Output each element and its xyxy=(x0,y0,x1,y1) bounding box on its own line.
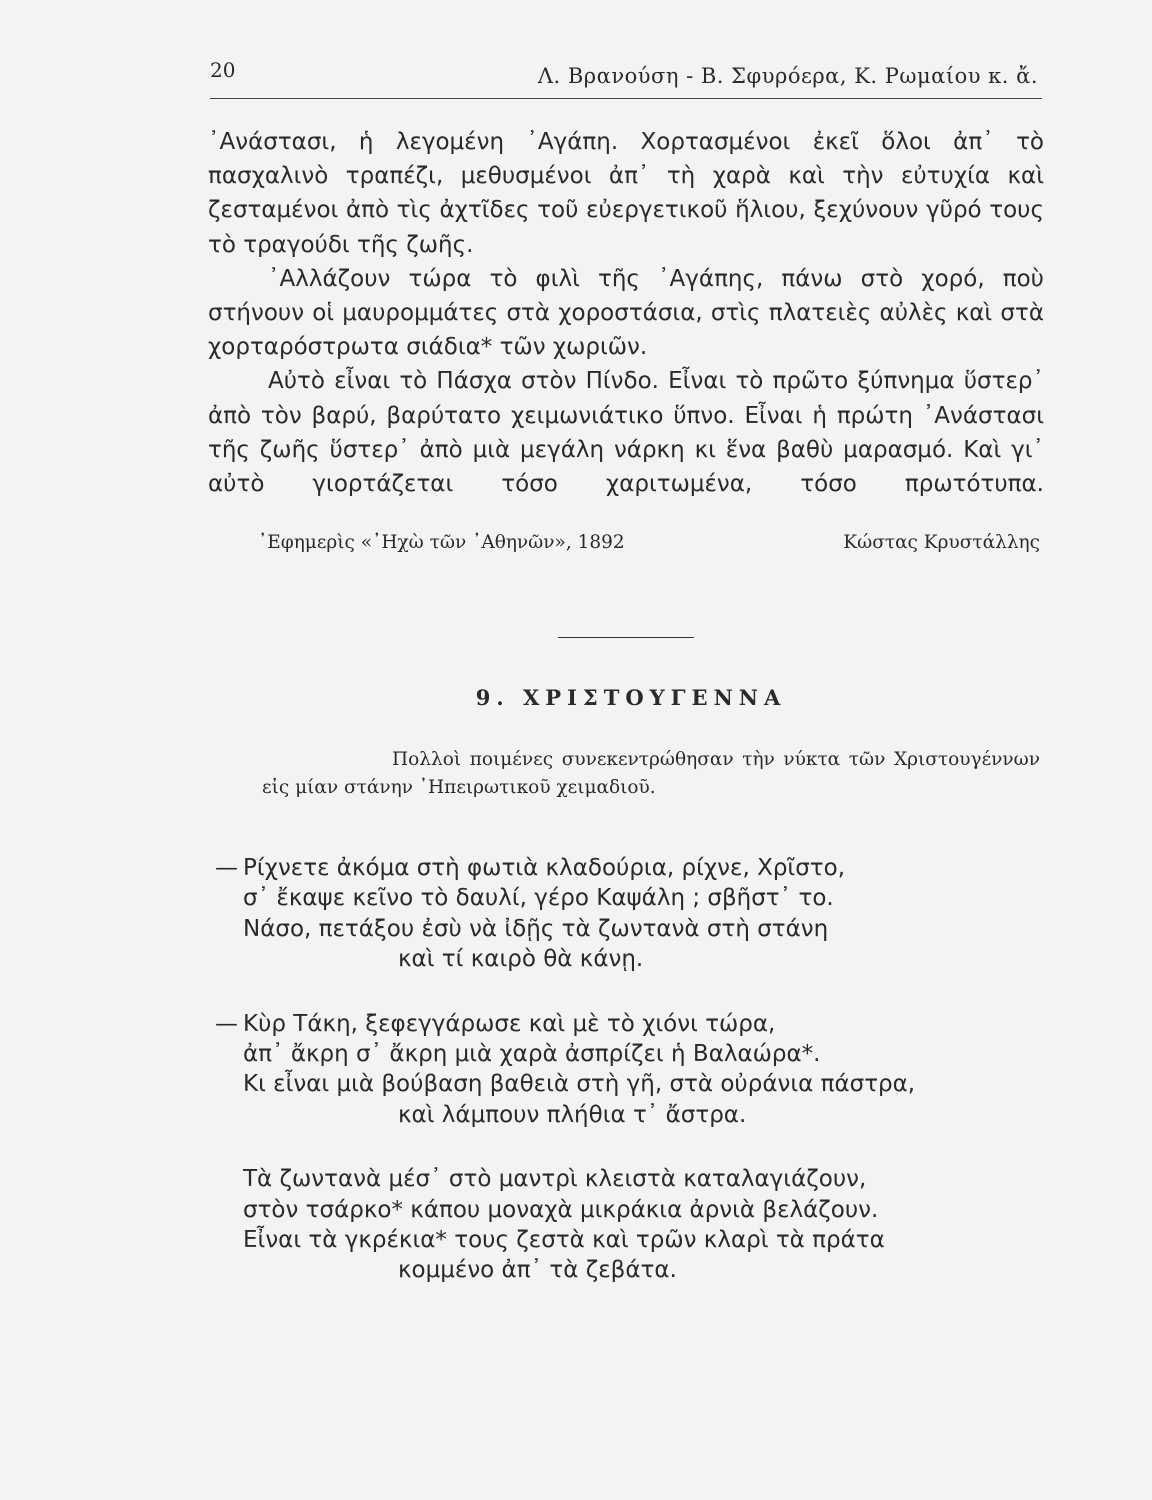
section-intro xyxy=(262,746,1040,802)
page-header xyxy=(210,58,1042,99)
poem-line: Νάσο, πετάξου ἐσὺ νὰ ἰδῇς τὰ ζωντανὰ στὴ στάνη xyxy=(243,915,829,942)
poem-line xyxy=(215,853,1045,883)
source-author: Κώστας Κρυστάλλης xyxy=(843,532,1040,553)
poem-line: στὸν τσάρκο* κάπου μοναχὰ μικράκια ἀρνιὰ βελάζουν. xyxy=(243,1196,879,1223)
page-number: 20 xyxy=(210,58,236,82)
poem-line: σ᾿ ἔκαψε κεῖνο τὸ δαυλί, γέρο Καψάλη ; σβῆστ᾿ το. xyxy=(243,885,834,912)
poem-line: ἀπ᾿ ἄκρη σ᾿ ἄκρη μιὰ χαρὰ ἀσπρίζει ἡ Βαλαώρα*. xyxy=(243,1041,821,1068)
poem-line: καὶ λάμπουν πλήθια τ᾿ ἄστρα. xyxy=(398,1101,747,1128)
section-title: 9. ΧΡΙΣΤΟΥΓΕΝΝΑ xyxy=(475,685,787,710)
paragraph: ᾿Ανάστασι, ἡ λεγομένη ᾿Αγάπη. Χορτασμένοι ἐκεῖ ὅλοι ἀπ᾿ τὸ πασχαλινὸ τραπέζι, μεθυσμένοι ἀπ᾿ τὴ χαρὰ καὶ τὴν εὐτυχία καὶ ζεσταμένοι ἀπὸ τὶς ἀχτῖδες τοῦ εὐεργετικοῦ ἥλιου, ξεχύνουν γῦρό τους τὸ τραγούδι τῆς ζωῆς. xyxy=(208,129,1044,258)
paragraph: Αὐτὸ εἶναι τὸ Πάσχα στὸν Πίνδο. Εἶναι τὸ πρῶτο ξύπνημα ὕστερ᾿ ἀπὸ τὸν βαρύ, βαρύτατο χειμωνιάτικο ὕπνο. Εἶναι ἡ πρώτη ᾿Ανάστασι τῆς ζωῆς ὕστερ᾿ ἀπὸ μιὰ μεγάλη νάρκη κι ἕνα βαθὺ μαρασμό. Καὶ γι᾿ αὐτὸ γιορτάζεται τόσο χαριτωμένα, τόσο πρωτότυπα. xyxy=(208,368,1044,498)
poem-line: Κι εἶναι μιὰ βούβαση βαθειὰ στὴ γῆ, στὰ οὐράνια πάστρα, xyxy=(243,1071,916,1098)
poem-line: Εἶναι τὰ γκρέκια* τους ζεστὰ καὶ τρῶν κλαρὶ τὰ πράτα xyxy=(243,1227,885,1254)
section-divider xyxy=(558,637,694,638)
dialogue-dash: — xyxy=(215,1010,238,1037)
poem-line: κομμένο ἀπ᾿ τὰ ζεβάτα. xyxy=(398,1257,677,1284)
dialogue-dash: — xyxy=(215,855,238,881)
poem xyxy=(215,853,1045,1320)
stanza xyxy=(215,1009,1045,1131)
intro-text: Πολλοὶ ποιμένες συνεκεντρώθησαν τὴν νύκτα τῶν Χριστουγέννων εἰς μίαν στάνην ᾿Ηπειρωτικοῦ χειμαδιοῦ. xyxy=(262,749,1040,798)
poem-line-text: Κὺρ Τάκη, ξεφεγγάρωσε καὶ μὲ τὸ χιόνι τώρα, xyxy=(243,1010,776,1037)
poem-line: Τὰ ζωντανὰ μέσ᾿ στὸ μαντρὶ κλειστὰ καταλαγιάζουν, xyxy=(243,1166,867,1193)
stanza xyxy=(215,1164,1045,1286)
paragraph: ᾿Αλλάζουν τώρα τὸ φιλὶ τῆς ᾿Αγάπης, πάνω στὸ χορό, ποὺ στήνουν οἱ μαυρομμάτες στὰ χοροστάσια, στὶς πλατειὲς αὐλὲς καὶ στὰ χορταρόστρωτα σιάδια* τῶν χωριῶν. xyxy=(208,265,1044,361)
prose-text xyxy=(208,125,1044,501)
source-publication: ᾿Εφημερὶς «᾿Ηχὼ τῶν ᾿Αθηνῶν», 1892 xyxy=(258,532,625,553)
stanza xyxy=(215,853,1045,975)
running-head: Λ. Βρανούση - Β. Σφυρόερα, Κ. Ρωμαίου κ. ἄ. xyxy=(537,64,1038,88)
poem-line: καὶ τί καιρὸ θὰ κάνῃ. xyxy=(398,946,644,973)
poem-line-text: Ρίχνετε ἀκόμα στὴ φωτιὰ κλαδούρια, ρίχνε, Χρῖστο, xyxy=(243,855,846,881)
poem-line xyxy=(215,1009,1045,1039)
